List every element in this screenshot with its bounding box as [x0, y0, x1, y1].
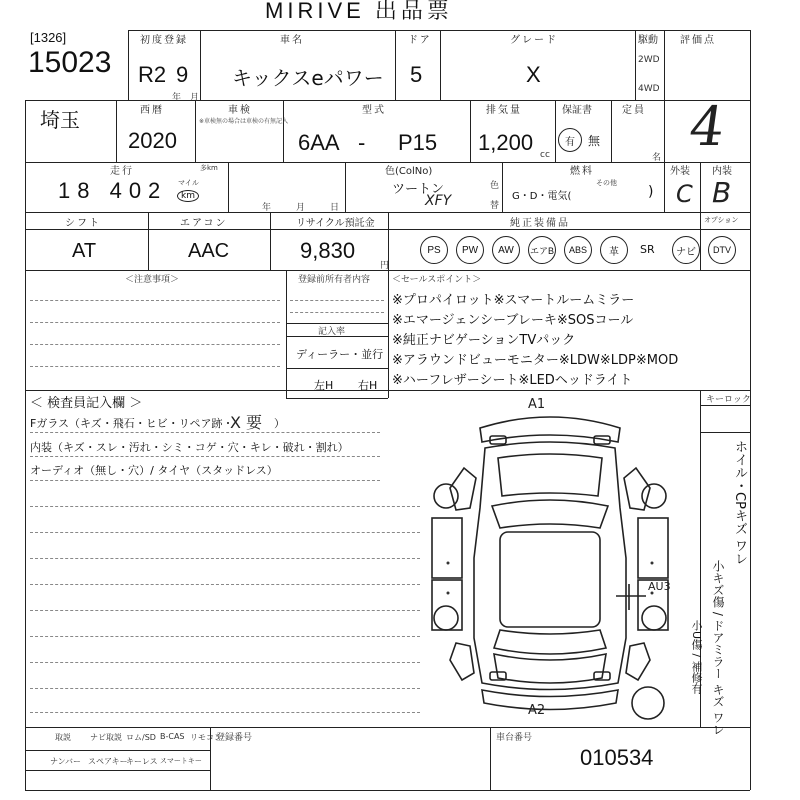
- right-note-1: ホイル・CPキズ ワレ: [732, 440, 747, 566]
- first-reg-month: 9: [176, 62, 189, 87]
- header-car-name: 車名: [280, 35, 304, 46]
- header-model-year: 西暦: [140, 105, 164, 116]
- color-name: ツートン: [392, 182, 445, 197]
- header-equipment: 純正装備品: [510, 218, 570, 229]
- equip-abs: ABS: [564, 236, 592, 264]
- header-drive: 駆動: [638, 35, 658, 46]
- mileage-unit-mile: マイル: [178, 179, 199, 187]
- car-name: キックスeパワー: [232, 66, 384, 90]
- title-history-header: 登録前所有者内容: [298, 275, 371, 285]
- bottom-item-remote: リモコン: [190, 733, 222, 742]
- equip-aw: AW: [492, 236, 520, 264]
- displacement-unit: cc: [540, 150, 550, 160]
- damage-mark-side: AU3: [648, 580, 671, 593]
- lot-number: 15023: [28, 46, 112, 79]
- bottom-item-keyless: キーレス: [126, 757, 158, 766]
- header-capacity: 定員: [622, 105, 646, 116]
- drive-option-2wd: 2WD: [638, 55, 660, 65]
- fuel-close: ): [648, 184, 654, 200]
- grade: X: [526, 62, 541, 87]
- bottom-item-spare-key: スペアキー: [88, 757, 128, 766]
- first-reg-era: R2: [138, 62, 167, 87]
- model-year: 2020: [128, 128, 177, 153]
- interior-grade: B: [712, 176, 732, 209]
- inspector-line-1-mark: X 要: [230, 413, 263, 432]
- sheet-title: MIRIVE 出品票: [265, 0, 453, 23]
- doors: 5: [410, 62, 423, 87]
- inspection-note: ※車検無の場合は車検の有無記入: [199, 118, 289, 125]
- mileage-unit-km: km: [177, 190, 199, 202]
- lot-bracket: [1326]: [30, 30, 67, 45]
- equip-navi: ナビ: [672, 236, 700, 264]
- steering-right: 右H: [358, 379, 378, 392]
- header-color: 色(ColNo): [385, 166, 433, 177]
- caution-header: ＜注意事項＞: [125, 275, 180, 285]
- sales-header: ＜セールスポイント＞: [392, 275, 482, 285]
- damage-mark-front: A1: [528, 397, 546, 412]
- header-inspection: 車検: [228, 105, 252, 116]
- right-note-3: 小U傷 / 補修有: [690, 620, 703, 694]
- inspector-line-1: Fガラス（キズ・飛石・ヒビ・リペア跡・: [30, 417, 234, 430]
- ledger-no: 無: [588, 134, 601, 148]
- mileage-check: 多km: [200, 164, 218, 172]
- fuel-options: G・D・電気(: [512, 191, 572, 202]
- equip-leather: 革: [600, 236, 628, 264]
- key-lock-label: キーロック: [706, 395, 751, 405]
- exterior-grade: C: [676, 180, 693, 208]
- reg-month: 月: [296, 203, 306, 213]
- header-grade: グレード: [510, 35, 558, 46]
- model-dash: -: [358, 130, 366, 155]
- reg-number-label: 登録番号: [216, 733, 253, 743]
- bottom-item-plate: ナンバー: [50, 757, 82, 766]
- sales-point-2: ※エマージェンシーブレーキ※SOSコール: [392, 313, 634, 328]
- aircon: AAC: [188, 240, 230, 262]
- sales-point-4: ※アラウンドビューモニター※LDW※LDP※MOD: [392, 353, 679, 368]
- bottom-item-smart-key: スマートキー: [160, 757, 202, 765]
- header-interior: 内装: [712, 166, 732, 177]
- shift: AT: [72, 240, 97, 262]
- bottom-item-rom-sd: ロム/SD: [126, 733, 156, 742]
- color-replace-label: 替: [490, 201, 500, 211]
- bottom-item-bcas: B-CAS: [160, 732, 185, 741]
- header-doors: ドア: [408, 35, 432, 46]
- sales-point-5: ※ハーフレザーシート※LEDヘッドライト: [392, 373, 633, 388]
- sales-point-1: ※プロパイロット※スマートルームミラー: [392, 293, 635, 308]
- inspector-line-3: オーディオ（無し・穴）/ タイヤ（スタッドレス）: [30, 464, 278, 477]
- color-code: XFY: [425, 193, 452, 209]
- mileage-digits: 18 402: [58, 178, 168, 203]
- ledger-yes: 有: [558, 128, 582, 152]
- inspector-line-2: 内装（キズ・スレ・汚れ・シミ・コゲ・穴・キレ・破れ・割れ）: [30, 441, 349, 454]
- region: 埼玉: [40, 108, 80, 132]
- steering-left: 左H: [314, 379, 334, 392]
- first-reg-month-unit: 月: [190, 93, 200, 103]
- header-fuel: 燃料: [570, 166, 594, 177]
- drive-option-4wd: 4WD: [638, 84, 660, 94]
- equip-sunroof: SR: [640, 243, 655, 256]
- header-options: オプション: [704, 216, 739, 224]
- recycle-unit: 円: [380, 261, 390, 271]
- car-damage-diagram: [420, 398, 680, 723]
- model-suffix: P15: [398, 130, 438, 155]
- equip-airbag: エアB: [528, 236, 556, 264]
- model-prefix: 6AA: [298, 130, 340, 155]
- header-shift: シフト: [65, 218, 101, 229]
- dealer-parallel: ディーラー・並行: [296, 348, 384, 361]
- header-recycle: リサイクル預託金: [296, 218, 375, 229]
- equip-pw: PW: [456, 236, 484, 264]
- header-model: 型式: [362, 105, 386, 116]
- equip-ps: PS: [420, 236, 448, 264]
- recycle-value: 9,830: [300, 238, 356, 263]
- inspector-line-1-close: ）: [274, 417, 285, 430]
- displacement-value: 1,200: [478, 130, 534, 155]
- bottom-item-navi-manual: ナビ取説: [90, 733, 122, 742]
- damage-mark-rear: A2: [528, 703, 546, 718]
- capacity-unit: 名: [652, 153, 662, 163]
- reg-day: 日: [330, 203, 340, 213]
- fuel-other: その他: [596, 179, 617, 187]
- bottom-item-manual: 取説: [55, 733, 71, 742]
- chassis-number: 010534: [580, 745, 654, 770]
- header-score: 評価点: [680, 35, 716, 46]
- reg-year: 年: [262, 203, 272, 213]
- chassis-label: 車台番号: [496, 733, 533, 743]
- header-mileage: 走行: [110, 166, 134, 177]
- first-reg-era-unit: 年: [172, 93, 182, 103]
- color-label: 色: [490, 181, 500, 191]
- inspector-title: ＜ 検査員記入欄 ＞: [30, 396, 143, 411]
- header-first-reg: 初度登録: [140, 35, 188, 46]
- header-aircon: エアコン: [180, 218, 228, 229]
- score-value: 4: [685, 95, 729, 158]
- right-note-2: 小キズ傷 / ドアミラー キズ ワレ: [711, 560, 725, 736]
- header-displacement: 排気量: [486, 105, 522, 116]
- sales-point-3: ※純正ナビゲーションTVパック: [392, 333, 576, 348]
- delivery-header: 記入率: [318, 327, 346, 337]
- equip-dtv: DTV: [708, 236, 736, 264]
- header-ledger: 保証書: [562, 105, 592, 116]
- header-exterior: 外装: [670, 166, 690, 177]
